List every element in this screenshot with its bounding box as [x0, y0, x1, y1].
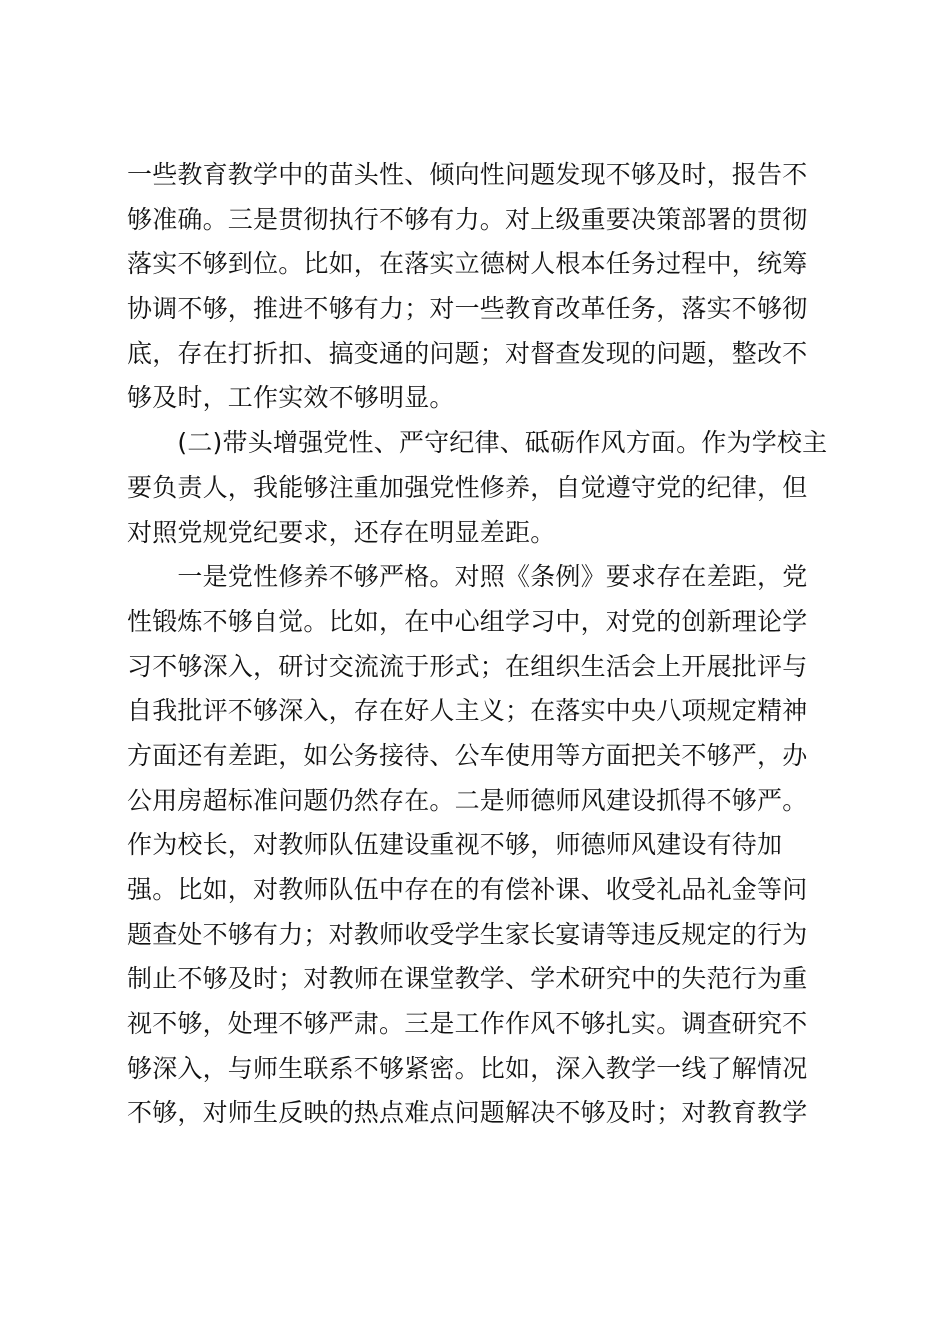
text-line: 一些教育教学中的苗头性、倾向性问题发现不够及时，报告不: [127, 160, 808, 189]
paragraph-start-line: 一是党性修养不够严格。对照《条例》要求存在差距，党: [127, 562, 808, 592]
text-line: 协调不够，推进不够有力；对一些教育改革任务，落实不够彻: [127, 294, 808, 324]
text-line: 强。比如，对教师队伍中存在的有偿补课、收受礼品礼金等问: [127, 875, 808, 904]
text-line: 方面还有差距，如公务接待、公车使用等方面把关不够严，办: [127, 740, 808, 770]
text-line: 底，存在打折扣、搞变通的问题；对督查发现的问题，整改不: [127, 338, 808, 368]
text-line: 习不够深入，研讨交流流于形式；在组织生活会上开展批评与: [127, 651, 808, 681]
text-line: 要负责人，我能够注重加强党性修养，自觉遵守党的纪律，但: [127, 472, 808, 502]
text-line: 不够，对师生反映的热点难点问题解决不够及时；对教育教学: [127, 1098, 808, 1128]
text-line: 够深入，与师生联系不够紧密。比如，深入教学一线了解情况: [127, 1053, 808, 1083]
text-line: 够及时，工作实效不够明显。: [127, 383, 455, 413]
text-line: 够准确。三是贯彻执行不够有力。对上级重要决策部署的贯彻: [127, 204, 808, 234]
text-line: 落实不够到位。比如，在落实立德树人根本任务过程中，统筹: [127, 249, 808, 279]
text-line: 视不够，处理不够严肃。三是工作作风不够扎实。调查研究不: [127, 1009, 808, 1039]
text-line: 对照党规党纪要求，还存在明显差距。: [127, 517, 556, 547]
section-heading-line: (二)带头增强党性、严守纪律、砥砺作风方面。作为学校主: [127, 428, 828, 458]
text-line: 公用房超标准问题仍然存在。二是师德师风建设抓得不够严。: [127, 785, 808, 815]
text-line: 制止不够及时；对教师在课堂教学、学术研究中的失范行为重: [127, 964, 808, 994]
text-line: 作为校长，对教师队伍建设重视不够，师德师风建设有待加: [127, 830, 783, 860]
body-text: [127, 153, 827, 1136]
text-line: 性锻炼不够自觉。比如，在中心组学习中，对党的创新理论学: [127, 606, 808, 636]
text-line: 自我批评不够深入，存在好人主义；在落实中央八项规定精神: [127, 696, 808, 726]
text-line: 题查处不够有力；对教师收受学生家长宴请等违反规定的行为: [127, 919, 808, 949]
